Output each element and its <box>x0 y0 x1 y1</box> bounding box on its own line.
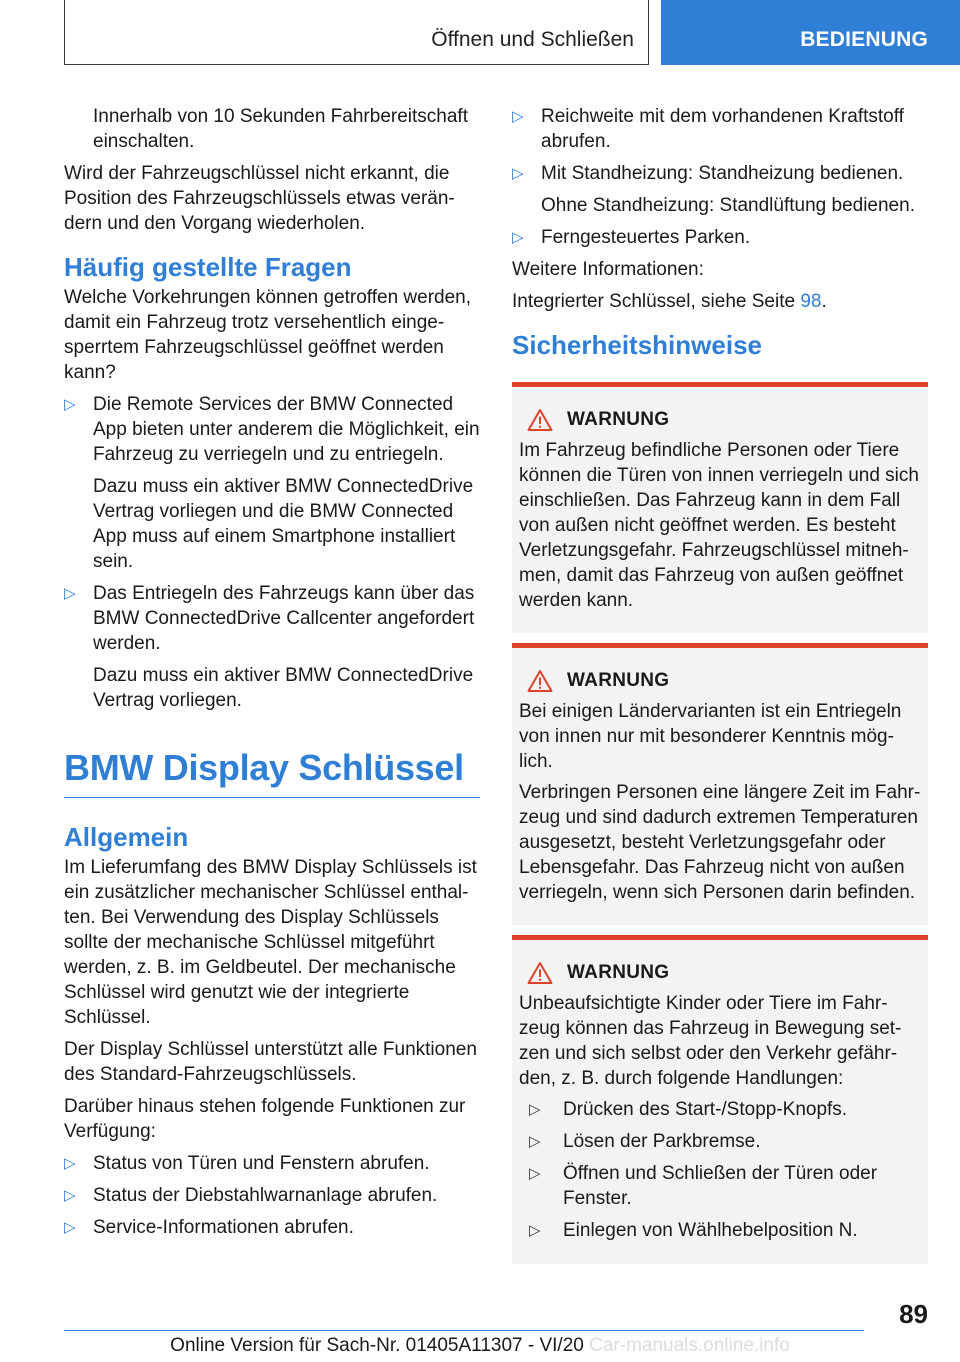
triangle-bullet-icon: ▷ <box>529 1222 541 1239</box>
list-item <box>512 225 928 250</box>
online-version-text: Online Version für Sach-Nr. 01405A11307 - VI/20 <box>170 1335 584 1356</box>
list-item <box>529 1097 921 1122</box>
triangle-bullet-icon: ▷ <box>529 1165 541 1182</box>
list-item-subtext: Dazu muss ein aktiver BMW ConnectedDrive Vertrag vorliegen. <box>93 665 474 711</box>
allgemein-paragraph: Darüber hinaus stehen folgende Funktionen zur Verfügung: <box>64 1096 466 1142</box>
allgemein-paragraph: Im Lieferumfang des BMW Display Schlüssels ist ein zusätzlicher mechanischer Schlüssel enthalten. Bei Verwendung des Display Schlüssels sollte der mechanische Schlüssel mitgeführt werden, z. B. im Geldbeutel. Der mechanische Schlüssel wird genutzt wie der integrierte Schlüssel. <box>64 857 477 1028</box>
list-item-text: Die Remote Services der BMW Connected App bieten unter anderem die Möglichkeit, ein Fahrzeug zu verriegeln und zu entriegeln. <box>93 394 480 465</box>
triangle-bullet-icon: ▷ <box>512 108 524 125</box>
triangle-bullet-icon: ▷ <box>529 1101 541 1118</box>
triangle-bullet-icon: ▷ <box>512 229 524 246</box>
main-heading: BMW Display Schlüssel <box>64 747 480 798</box>
page-reference-link[interactable]: 98 <box>800 291 822 312</box>
triangle-bullet-icon: ▷ <box>64 1187 76 1204</box>
chapter-title: Öffnen und Schließen <box>431 28 634 51</box>
warning-title: WARNUNG <box>567 670 670 691</box>
warning-box <box>512 643 928 925</box>
triangle-bullet-icon: ▷ <box>64 1155 76 1172</box>
list-item-subtext: Ohne Standheizung: Standlüftung bedienen. <box>541 195 915 216</box>
list-item <box>529 1129 921 1154</box>
triangle-bullet-icon: ▷ <box>512 165 524 182</box>
warning-header <box>527 407 921 432</box>
allgemein-paragraph: Der Display Schlüssel unterstützt alle Funktionen des Standard-Fahrzeugschlüssels. <box>64 1039 477 1085</box>
list-item <box>512 104 928 154</box>
triangle-bullet-icon: ▷ <box>64 396 76 413</box>
triangle-bullet-icon: ▷ <box>64 1219 76 1236</box>
more-info-label: Weitere Informationen: <box>512 259 704 280</box>
list-item-text: Einlegen von Wählhebelposition N. <box>563 1220 858 1241</box>
section-label: BEDIENUNG <box>800 28 928 51</box>
list-item-text: Öffnen und Schließen der Türen oder Fenster. <box>563 1163 878 1209</box>
triangle-bullet-icon: ▷ <box>64 585 76 602</box>
warning-header <box>527 960 921 985</box>
list-item-text: Lösen der Parkbremse. <box>563 1131 761 1152</box>
list-item <box>64 392 480 574</box>
left-column <box>64 104 480 1247</box>
warning-box <box>512 382 928 633</box>
warning-title: WARNUNG <box>567 962 670 983</box>
warning-text: Bei einigen Ländervarianten ist ein Entriegeln von innen nur mit besonderer Kenntnis möglich. <box>519 701 902 772</box>
functions-list <box>64 1151 480 1240</box>
list-item-text: Drücken des Start-/Stopp-Knopfs. <box>563 1099 848 1120</box>
warning-action-list <box>529 1097 921 1243</box>
list-item <box>64 1215 480 1240</box>
warning-triangle-icon <box>527 408 553 432</box>
safety-heading: Sicherheitshinweise <box>512 330 762 360</box>
warning-text: Im Fahrzeug befindliche Personen oder Tiere können die Türen von innen verriegeln und sich einschließen. Das Fahrzeug kann in dem Fall von außen nicht geöffnet werden. Es besteht Verletzungsgefahr. Fahrzeugschlüssel mitnehmen, damit das Fahrzeug von außen geöffnet werden kann. <box>519 440 919 611</box>
list-item <box>512 161 928 218</box>
warning-header <box>527 668 921 693</box>
warning-triangle-icon <box>527 669 553 693</box>
warning-triangle-icon <box>527 961 553 985</box>
warning-text: Unbeaufsichtigte Kinder oder Tiere im Fahrzeug können das Fahrzeug in Bewegung setzen und sich selbst oder den Verkehr gefährden, z. B. durch folgende Handlungen: <box>519 993 902 1089</box>
list-item-text: Das Entriegeln des Fahrzeugs kann über das BMW ConnectedDrive Callcenter angefordert werden. <box>93 583 475 654</box>
list-item-subtext: Dazu muss ein aktiver BMW ConnectedDrive Vertrag vorliegen und die BMW Connected App muss auf einem Smartphone installiert sein. <box>93 476 474 572</box>
footer <box>0 1335 960 1357</box>
faq-question: Welche Vorkehrungen können getroffen werden, damit ein Fahrzeug trotz versehentlich eingesperrtem Fahrzeugschlüssel geöffnet werden kann? <box>64 287 472 383</box>
watermark-text: Car-manuals.online.info <box>589 1335 790 1356</box>
footer-divider <box>64 1330 864 1331</box>
list-item <box>64 581 480 713</box>
warning-box <box>512 935 928 1264</box>
list-item-text: Reichweite mit dem vorhandenen Kraftstoff abrufen. <box>541 106 904 152</box>
list-item-text: Mit Standheizung: Standheizung bedienen. <box>541 163 904 184</box>
list-item <box>64 1183 480 1208</box>
faq-heading: Häufig gestellte Fragen <box>64 252 352 282</box>
list-item-text: Status von Türen und Fenstern abrufen. <box>93 1153 430 1174</box>
triangle-bullet-icon: ▷ <box>529 1133 541 1150</box>
list-item <box>529 1218 921 1243</box>
right-column <box>512 104 928 1274</box>
list-item <box>64 1151 480 1176</box>
list-item <box>529 1161 921 1211</box>
list-item-text: Service-Informationen abrufen. <box>93 1217 354 1238</box>
list-item-text: Status der Diebstahlwarnanlage abrufen. <box>93 1185 438 1206</box>
header-chapter-box <box>64 0 649 65</box>
warning-title: WARNUNG <box>567 409 670 430</box>
warning-text: Verbringen Personen eine längere Zeit im Fahrzeug und sind dadurch extremen Temperaturen ausgesetzt, besteht Verletzungsgefahr oder Lebensgefahr. Das Fahrzeug nicht von außen verriegeln, wenn sich Personen darin befinden. <box>519 782 921 903</box>
reference-end: . <box>821 291 827 312</box>
list-item-text: Ferngesteuertes Parken. <box>541 227 751 248</box>
reference-text: Integrierter Schlüssel, siehe Seite <box>512 291 801 312</box>
intro-step: Innerhalb von 10 Sekunden Fahrbereitschaft einschalten. <box>93 106 468 152</box>
functions-list-continued <box>512 104 928 250</box>
cross-reference <box>512 289 928 314</box>
page-number: 89 <box>899 1299 928 1329</box>
allgemein-heading: Allgemein <box>64 822 189 852</box>
intro-note: Wird der Fahrzeugschlüssel nicht erkannt, die Position des Fahrzeugschlüssels etwas verändern und den Vorgang wiederholen. <box>64 163 455 234</box>
header-section-tab <box>661 0 960 65</box>
faq-list <box>64 392 480 713</box>
